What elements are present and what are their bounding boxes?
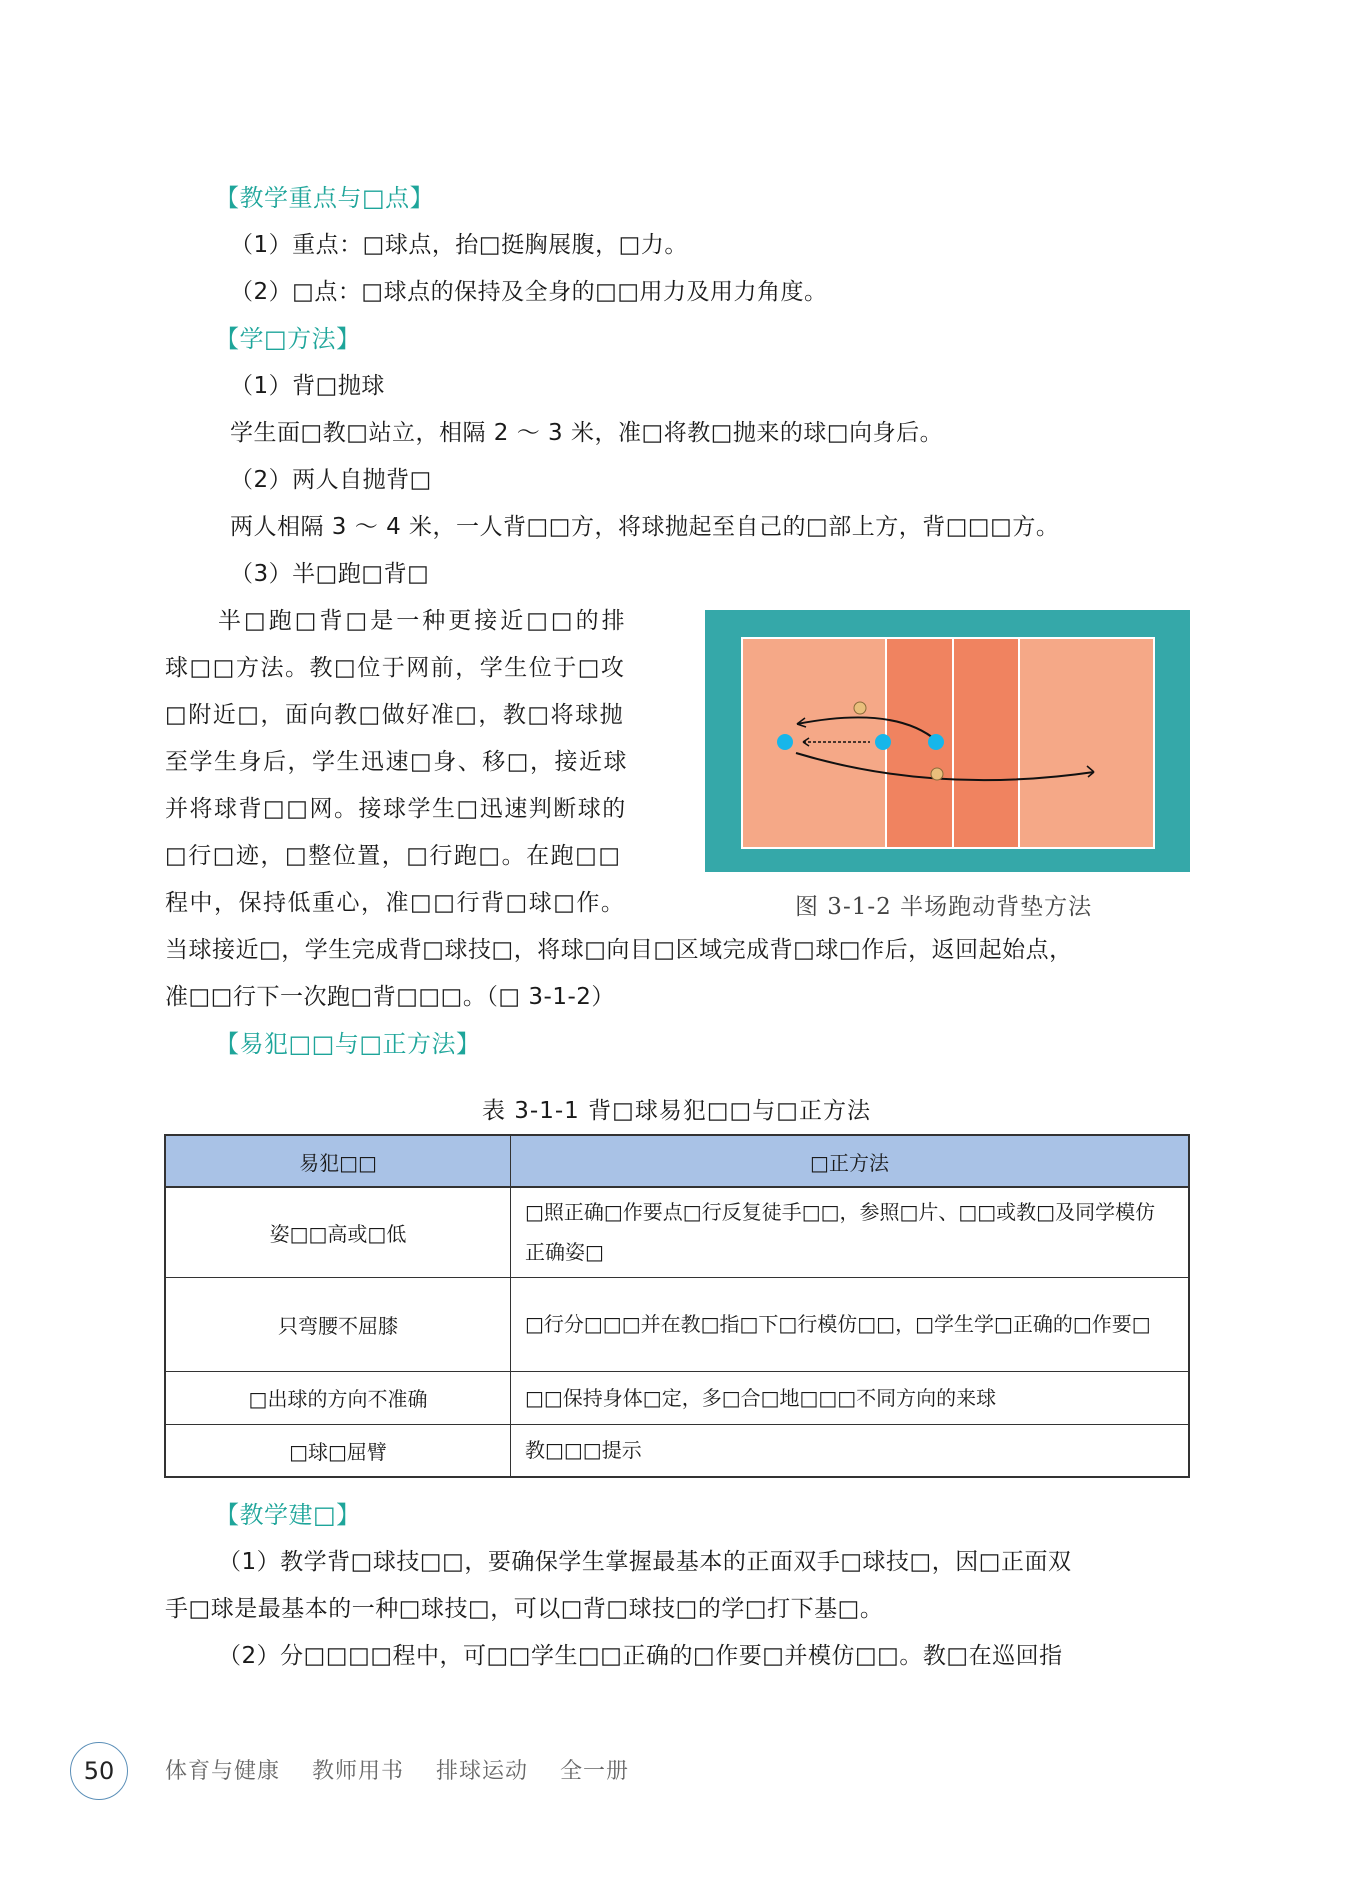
page-number: 50 [70, 1742, 128, 1800]
errors-heading: 【易犯□□与□正方法】 [215, 1030, 481, 1058]
attack-zone-right [954, 639, 1018, 847]
player-mid [875, 734, 891, 750]
footer-book-type: 教师用书 [312, 1759, 405, 1784]
method-2-text: 两人相隔 3 ～ 4 米，一人背□□方，将球抛起至自己的□部上方，背□□□方。 [230, 514, 1060, 540]
suggestions-heading: 【教学建□】 [215, 1501, 361, 1529]
errors-table [164, 1134, 1190, 1478]
table-row [165, 1277, 1189, 1371]
table-row [165, 1187, 1189, 1277]
method-3-line: 程中，保持低重心，准□□行背□球□作。 [165, 890, 626, 916]
table-header-row [165, 1135, 1189, 1187]
player-start [777, 734, 793, 750]
method-3-line: 至学生身后，学生迅速□身、移□，接近球 [165, 749, 628, 775]
back-zone-left [743, 639, 885, 847]
method-3-line: 当球接近□，学生完成背□球技□，将球□向目□区域完成背□球□作后，返回起始点， [165, 937, 1073, 963]
method-3-line: 准□□行下一次跑□背□□□。（□ 3-1-2） [165, 984, 615, 1010]
method-3-line: 半□跑□背□是一种更接近□□的排 [218, 608, 628, 634]
key-point-2: （2）□点：□球点的保持及全身的□□用力及用力角度。 [230, 279, 828, 305]
ball-icon [854, 702, 866, 714]
column-header: □正方法 [511, 1135, 1190, 1187]
footer-subject: 体育与健康 [165, 1759, 281, 1784]
method-1-text: 学生面□教□站立，相隔 2 ～ 3 米，准□将教□抛来的球□向身后。 [230, 420, 944, 446]
methods-heading: 【学□方法】 [215, 325, 361, 353]
table-title: 表 3-1-1 背□球易犯□□与□正方法 [481, 1098, 872, 1124]
suggestion-line: 手□球是最基本的一种□球技□，可以□背□球技□的学□打下基□。 [165, 1596, 884, 1622]
table-row [165, 1424, 1189, 1477]
error-cell: 姿□□高或□低 [165, 1187, 511, 1277]
method-3-line: □行□迹，□整位置，□行跑□。在跑□□ [165, 843, 622, 869]
table-row [165, 1371, 1189, 1424]
key-point-1: （1）重点：□球点，抬□挺胸展腹，□力。 [230, 232, 688, 258]
method-3-line: 球□□方法。教□位于网前，学生位于□攻 [165, 655, 626, 681]
method-1-title: （1）背□抛球 [230, 373, 385, 399]
fix-cell: □照正确□作要点□行反复徒手□□，参照□片、□□或教□及同学模仿正确姿□ [511, 1187, 1190, 1277]
error-cell: □出球的方向不准确 [165, 1371, 511, 1424]
footer-book-info [165, 1754, 653, 1785]
footer-topic: 排球运动 [436, 1759, 529, 1784]
fix-cell: □行分□□□并在教□指□下□行模仿□□，□学生学□正确的□作要□ [511, 1277, 1190, 1371]
ball-icon [931, 768, 943, 780]
suggestion-line: （2）分□□□□程中，可□□学生□□正确的□作要□并模仿□□。教□在巡回指 [218, 1643, 1063, 1669]
error-cell: 只弯腰不屈膝 [165, 1277, 511, 1371]
court-svg [705, 610, 1190, 872]
back-zone-right [1020, 639, 1153, 847]
method-2-title: （2）两人自抛背□ [230, 467, 432, 493]
suggestion-line: （1）教学背□球技□□，要确保学生掌握最基本的正面双手□球技□，因□正面双 [218, 1549, 1072, 1575]
error-cell: □球□屈臂 [165, 1424, 511, 1477]
method-3-title: （3）半□跑□背□ [230, 561, 430, 587]
key-points-heading: 【教学重点与□点】 [215, 184, 435, 212]
fix-cell: 教□□□提示 [511, 1424, 1190, 1477]
column-header: 易犯□□ [165, 1135, 511, 1187]
figure-caption: 图 3-1-2 半场跑动背垫方法 [795, 894, 1093, 920]
court-diagram [705, 610, 1190, 872]
fix-cell: □□保持身体□定，多□合□地□□□不同方向的来球 [511, 1371, 1190, 1424]
player-teacher [928, 734, 944, 750]
footer-volume: 全一册 [560, 1759, 630, 1784]
method-3-line: □附近□，面向教□做好准□，教□将球抛 [165, 702, 625, 728]
method-3-line: 并将球背□□网。接球学生□迅速判断球的 [165, 796, 627, 822]
